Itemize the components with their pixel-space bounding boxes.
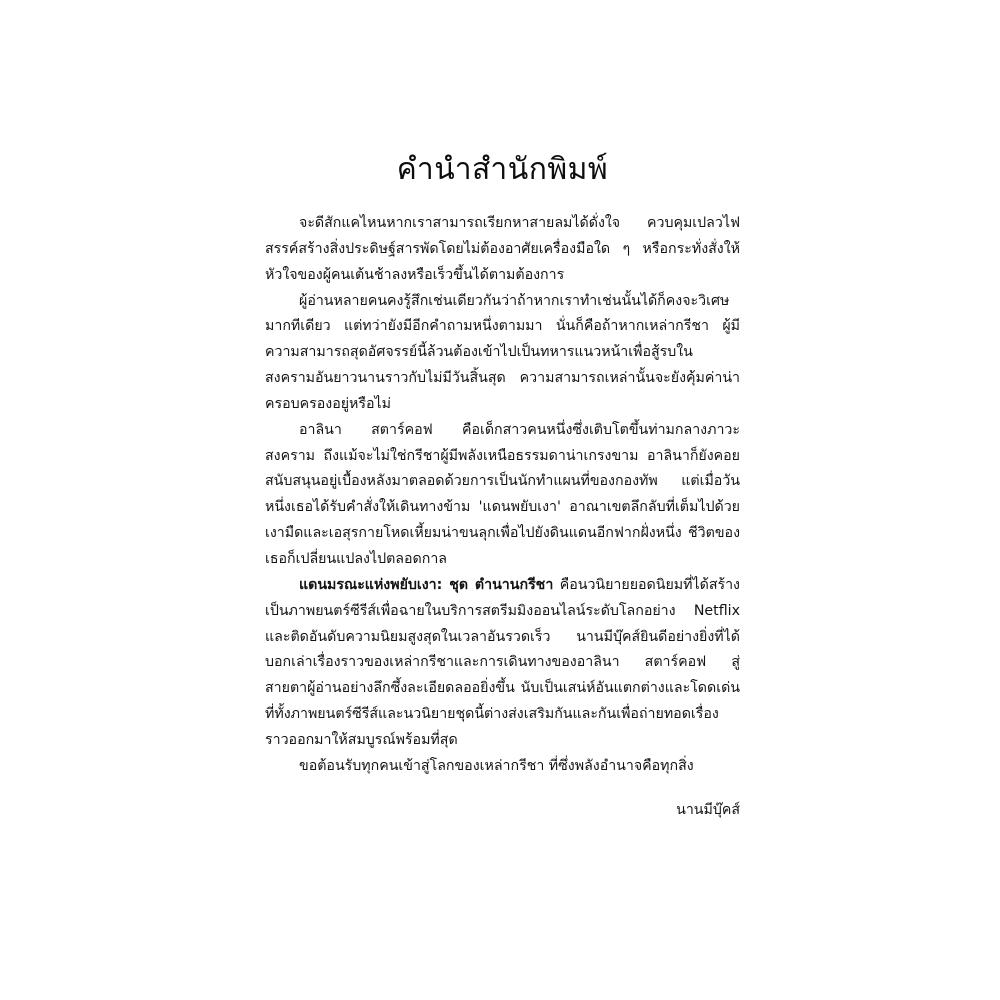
paragraph-4 <box>265 573 740 754</box>
paragraph-3: อาลินา สตาร์คอฟ คือเด็กสาวคนหนึ่งซึ่งเติบโตขึ้นท่ามกลางภาวะสงคราม ถึงแม้จะไม่ใช่กรีชาผู้มีพลังเหนือธรรมดาน่าเกรงขาม อาลินาก็ยังคอยสนับสนุนอยู่เบื้องหลังมาตลอดด้วยการเป็นนักทำแผนที่ของกองทัพ แต่เมื่อวันหนึ่งเธอได้รับคำสั่งให้เดินทางข้าม 'แดนพยับเงา' อาณาเขตลึกลับที่เต็มไปด้วยเงามืดและเอสุรกายโหดเหี้ยมน่าขนลุกเพื่อไปยังดินแดนอีกฟากฝั่งหนึ่ง ชีวิตของเธอก็เปลี่ยนแปลงไปตลอดกาล <box>265 421 740 567</box>
paragraph-4-lead: แดนมรณะแห่งพยับเงา: ชุด ตำนานกรีชา <box>299 576 554 593</box>
publisher-signature: นานมีบุ๊คส์ <box>676 801 740 818</box>
page-content <box>265 150 740 823</box>
paragraph-4-body: คือนวนิยายยอดนิยมที่ได้สร้างเป็นภาพยนตร์ซีรีส์เพื่อฉายในบริการสตรีมมิงออนไลน์ระดับโลกอย่าง Netflix และติดอันดับความนิยมสูงสุดในเวลาอันรวดเร็ว นานมีบุ๊คส์ยินดีอย่างยิ่งที่ได้บอกเล่าเรื่องราวของเหล่ากรีชาและการเดินทางของอาลินา สตาร์คอฟ สู่สายตาผู้อ่านอย่างลึกซึ้งละเอียดลออยิ่งขึ้น นับเป็นเสน่ห์อันแตกต่างและโดดเด่นที่ทั้งภาพยนตร์ซีรีส์และนวนิยายชุดนี้ต่างส่งเสริมกันและกันเพื่อถ่ายทอดเรื่องราวออกมาให้สมบูรณ์พร้อมที่สุด <box>265 576 740 748</box>
paragraph-5: ขอต้อนรับทุกคนเข้าสู่โลกของเหล่ากรีชา ที่ซึ่งพลังอำนาจคือทุกสิ่ง <box>299 757 694 774</box>
page-title: คำนำสำนักพิมพ์ <box>396 152 609 187</box>
paragraph-1: จะดีสักแคไหนหากเราสามารถเรียกหาสายลมได้ดั่งใจ ควบคุมเปลวไฟ สรรค์สร้างสิ่งประดิษฐ์สารพัดโดยไม่ต้องอาศัยเครื่องมือใด ๆ หรือกระทั่งสั่งให้หัวใจของผู้คนเต้นช้าลงหรือเร็วขึ้นได้ตามต้องการ <box>265 215 740 283</box>
paragraph-2: ผู้อ่านหลายคนคงรู้สึกเช่นเดียวกันว่าถ้าหากเราทำเช่นนั้นได้ก็คงจะวิเศษมากทีเดียว แต่ทว่ายังมีอีกคำถามหนึ่งตามมา นั่นก็คือถ้าหากเหล่ากรีชา ผู้มีความสามารถสุดอัศจรรย์นี้ล้วนต้องเข้าไปเป็นทหารแนวหน้าเพื่อสู้รบในสงครามอันยาวนานราวกับไม่มีวันสิ้นสุด ความสามารถเหล่านั้นจะยังคุ้มค่าน่าครอบครองอยู่หรือไม่ <box>265 292 740 412</box>
